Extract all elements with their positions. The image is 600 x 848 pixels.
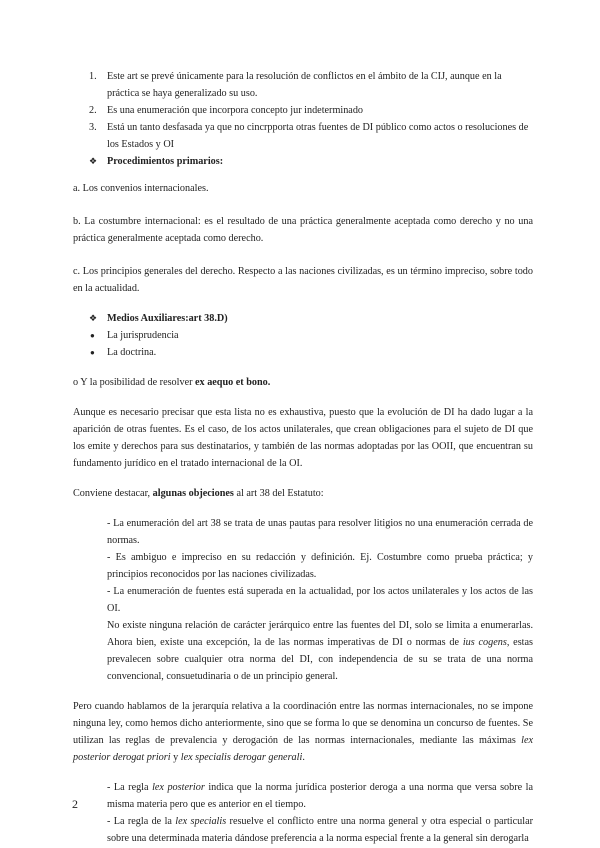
diamond-bullet-icon: ❖ [89,313,98,323]
list-item [73,119,533,153]
rule-1-italic: lex posterior [152,782,205,793]
objection-2: - Es ambiguo e impreciso en su redacción y definición. Ej. Costumbre como prueba práctica; y principios reconocidos por las naciones civilizadas. [107,552,533,580]
primary-item-b: b. La costumbre internacional: es el resultado de una práctica generalmente aceptada como derecho y no una práctica generalmente aceptada como derecho. [73,216,533,244]
hierarchy-italic-2: lex specialis derogar generali [180,752,303,763]
objection-1: - La enumeración del art 38 se trata de unas pautas para resolver litigios no una enumeración cerrada de normas. [107,518,533,546]
primary-item-a: a. Los convenios internacionales. [73,183,209,194]
list-item [73,102,533,119]
bullet-icon: ● [90,348,95,357]
ex-aequo-line [73,374,533,391]
hierarchy-text-b: y [170,752,181,763]
hierarchy-text-a: Pero cuando hablamos de la jerarquía relativa a la coordinación entre las normas internacionales, no se impone ninguna ley, como hemos dicho anteriormente, sino que se forma lo que se denomina un concurso de fuentes. Se utilizan las reglas de prevalencia y derogación de las normas internacionales, mediante las máximas [73,701,533,746]
ex-aequo-bold: ex aequo et bono. [195,377,271,388]
heading-text: Medios Auxiliares:art 38.D) [107,313,228,324]
objections-block [73,515,533,685]
list-number: 2. [89,105,97,116]
paragraph-hierarchy [73,698,533,766]
diamond-bullet-icon: ❖ [89,156,98,166]
page-number: 2 [72,797,78,811]
aux-item-text: La jurisprudencia [107,330,179,341]
rule-1-text-a: - La regla [107,782,153,793]
primary-item-c: c. Los principios generales del derecho. Respecto a las naciones civilizadas, es un término impreciso, sobre todo en la actualidad. [73,266,533,294]
section-heading-auxiliary [73,310,533,327]
heading-text: Procedimientos primarios: [107,156,224,167]
rule-lex-specialis [107,813,533,847]
rule-2-italic: lex specialis [175,816,227,827]
section-heading-primary [73,153,533,170]
numbered-list [73,68,533,153]
list-number: 3. [89,122,97,133]
objections-intro-prefix: Conviene destacar, [73,488,153,499]
list-number: 1. [89,71,97,82]
rule-2-text-b: resuelve el conflicto entre una norma general y otra especial o particular sobre una determinada materia dándose preferencia a la norma especial frente a la general sin derogarla [107,816,533,844]
paragraph-non-exhaustive: Aunque es necesario precisar que esta lista no es exhaustiva, puesto que la evolución de DI ha dado lugar a la aparición de otras fuentes. Es el caso, de los actos unilaterales, que crean obligaciones para el sujeto de DI que los emite y derechos para sus destinatarios, y también de las normas adoptadas por las OOII, que encuentran su fundamento jurídico en el tratado internacional de la OI. [73,407,533,469]
ex-aequo-prefix: o Y la posibilidad de resolver [73,377,196,388]
hierarchy-text-c: . [302,752,305,763]
objection-4-text-b: , estas prevalecen sobre cualquier otra norma del DI, con independencia de su se trata de una norma convencional, consuetudinaria o de un principio general. [107,637,533,682]
bullet-icon: ● [90,331,95,340]
objections-intro-suffix: al art 38 del Estatuto: [233,488,324,499]
objection-4-italic: ius cogens [462,637,507,648]
aux-item [73,344,533,361]
list-item [73,68,533,102]
aux-item [73,327,533,344]
objection-4 [107,617,533,685]
hierarchy-italic-1: lex posterior derogat priori [73,735,533,763]
objections-intro-bold: algunas objeciones [152,488,234,499]
objection-3: - La enumeración de fuentes está superada en la actualidad, por los actos unilaterales y los actos de las OI. [107,586,533,614]
objections-intro [73,485,533,502]
objection-4-text-a: No existe ninguna relación de carácter jerárquico entre las fuentes del DI, solo se limita a enumerarlas. Ahora bien, existe una excepción, la de las normas imperativas de DI o normas de [107,620,533,648]
rules-block [73,779,533,847]
rule-1-text-b: indica que la norma jurídica posterior deroga a una norma que versa sobre la misma materia pero que es anterior en el tiempo. [107,782,534,810]
list-text: Este art se prevé únicamente para la resolución de conflictos en el ámbito de la CIJ, aunque en la práctica se haya generalizado su uso. [107,71,502,99]
rule-2-text-a: - La regla de la [107,816,176,827]
list-text: Es una enumeración que incorpora concepto jur indeterminado [107,105,364,116]
list-text: Está un tanto desfasada ya que no cincrpporta otras fuentes de DI público como actos o resoluciones de los Estados y OI [107,122,529,150]
aux-item-text: La doctrina. [107,347,157,358]
rule-lex-posterior [107,779,533,813]
page-content [73,68,533,847]
